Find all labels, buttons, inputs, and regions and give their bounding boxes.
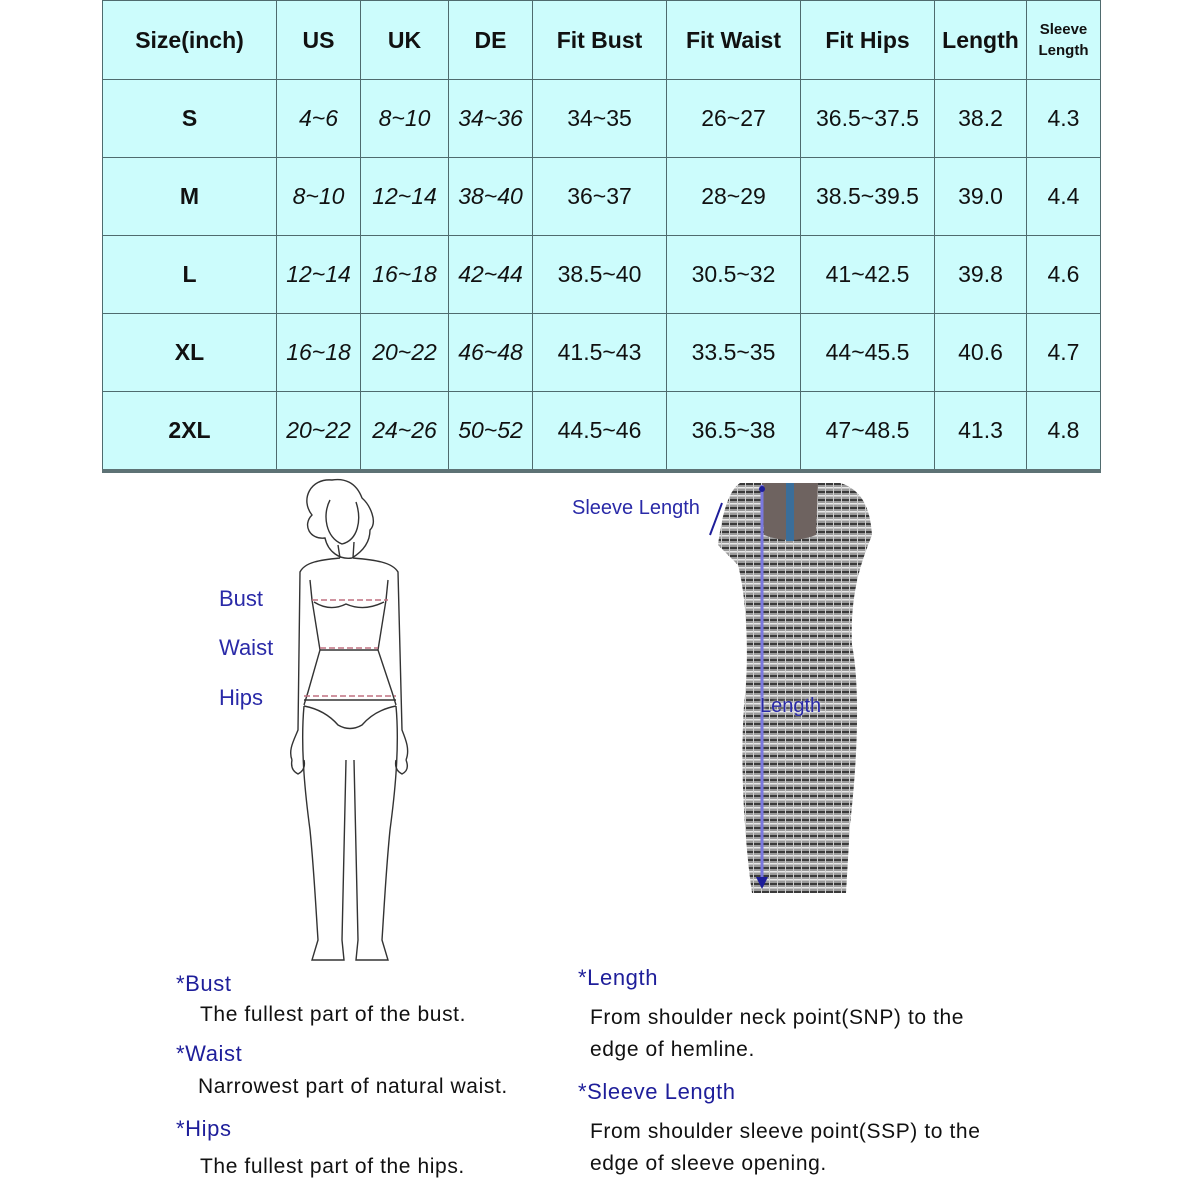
- de-cell: 34~36: [449, 80, 533, 158]
- bust-cell: 34~35: [533, 80, 667, 158]
- dress-illustration: [700, 475, 880, 905]
- waist-cell: 36.5~38: [667, 392, 801, 472]
- header-sleeve-line1: Sleeve: [1039, 21, 1088, 38]
- definition-text-hips: The fullest part of the hips.: [200, 1155, 465, 1178]
- length-cell: 40.6: [935, 314, 1027, 392]
- table-row: [103, 314, 1101, 392]
- bust-cell: 38.5~40: [533, 236, 667, 314]
- us-cell: 4~6: [277, 80, 361, 158]
- header-sleeve-length: [1027, 1, 1101, 80]
- sleeve-cell: 4.3: [1027, 80, 1101, 158]
- length-cell: 39.0: [935, 158, 1027, 236]
- hips-cell: 38.5~39.5: [801, 158, 935, 236]
- header-row: [103, 1, 1101, 80]
- de-cell: 50~52: [449, 392, 533, 472]
- definition-text-waist: Narrowest part of natural waist.: [198, 1075, 508, 1098]
- size-cell: S: [103, 80, 277, 158]
- header-fit-hips: Fit Hips: [801, 1, 935, 80]
- table-row: [103, 80, 1101, 158]
- table-row: [103, 236, 1101, 314]
- header-fit-bust: Fit Bust: [533, 1, 667, 80]
- us-cell: 8~10: [277, 158, 361, 236]
- uk-cell: 8~10: [361, 80, 449, 158]
- waist-cell: 28~29: [667, 158, 801, 236]
- sleeve-cell: 4.7: [1027, 314, 1101, 392]
- table-row: [103, 392, 1101, 472]
- header-length: Length: [935, 1, 1027, 80]
- header-us: US: [277, 1, 361, 80]
- bust-cell: 44.5~46: [533, 392, 667, 472]
- definition-text-length-line2: edge of hemline.: [590, 1038, 755, 1061]
- sleeve-cell: 4.4: [1027, 158, 1101, 236]
- us-cell: 20~22: [277, 392, 361, 472]
- definition-term-sleeve-length: *Sleeve Length: [578, 1079, 736, 1104]
- definition-term-hips: *Hips: [176, 1116, 232, 1141]
- waist-cell: 33.5~35: [667, 314, 801, 392]
- size-cell: XL: [103, 314, 277, 392]
- waist-label: Waist: [219, 635, 274, 660]
- length-cell: 39.8: [935, 236, 1027, 314]
- size-cell: M: [103, 158, 277, 236]
- us-cell: 16~18: [277, 314, 361, 392]
- size-cell: 2XL: [103, 392, 277, 472]
- definition-text-sleeve-line2: edge of sleeve opening.: [590, 1152, 827, 1175]
- body-figure-illustration: [270, 470, 430, 965]
- uk-cell: 16~18: [361, 236, 449, 314]
- definition-text-sleeve-line1: From shoulder sleeve point(SSP) to the: [590, 1120, 981, 1143]
- hips-cell: 41~42.5: [801, 236, 935, 314]
- header-sleeve-line2: Length: [1038, 42, 1089, 59]
- length-cell: 41.3: [935, 392, 1027, 472]
- sleeve-length-label: Sleeve Length: [572, 497, 700, 519]
- de-cell: 42~44: [449, 236, 533, 314]
- size-chart-table: [102, 0, 1101, 473]
- uk-cell: 12~14: [361, 158, 449, 236]
- de-cell: 38~40: [449, 158, 533, 236]
- length-label: Length: [760, 695, 822, 717]
- definition-term-waist: *Waist: [176, 1041, 243, 1066]
- header-size: Size(inch): [103, 1, 277, 80]
- sleeve-cell: 4.8: [1027, 392, 1101, 472]
- waist-cell: 26~27: [667, 80, 801, 158]
- header-uk: UK: [361, 1, 449, 80]
- definition-term-length: *Length: [578, 965, 659, 990]
- length-cell: 38.2: [935, 80, 1027, 158]
- table-row: [103, 158, 1101, 236]
- hips-cell: 44~45.5: [801, 314, 935, 392]
- uk-cell: 20~22: [361, 314, 449, 392]
- uk-cell: 24~26: [361, 392, 449, 472]
- de-cell: 46~48: [449, 314, 533, 392]
- bust-cell: 36~37: [533, 158, 667, 236]
- hips-cell: 36.5~37.5: [801, 80, 935, 158]
- us-cell: 12~14: [277, 236, 361, 314]
- header-fit-waist: Fit Waist: [667, 1, 801, 80]
- definition-text-length-line1: From shoulder neck point(SNP) to the: [590, 1006, 965, 1029]
- definition-term-bust: *Bust: [176, 971, 232, 996]
- bust-cell: 41.5~43: [533, 314, 667, 392]
- bust-label: Bust: [219, 586, 264, 611]
- waist-cell: 30.5~32: [667, 236, 801, 314]
- hips-label: Hips: [219, 685, 264, 710]
- size-cell: L: [103, 236, 277, 314]
- sleeve-cell: 4.6: [1027, 236, 1101, 314]
- hips-cell: 47~48.5: [801, 392, 935, 472]
- header-de: DE: [449, 1, 533, 80]
- definition-text-bust: The fullest part of the bust.: [200, 1003, 467, 1026]
